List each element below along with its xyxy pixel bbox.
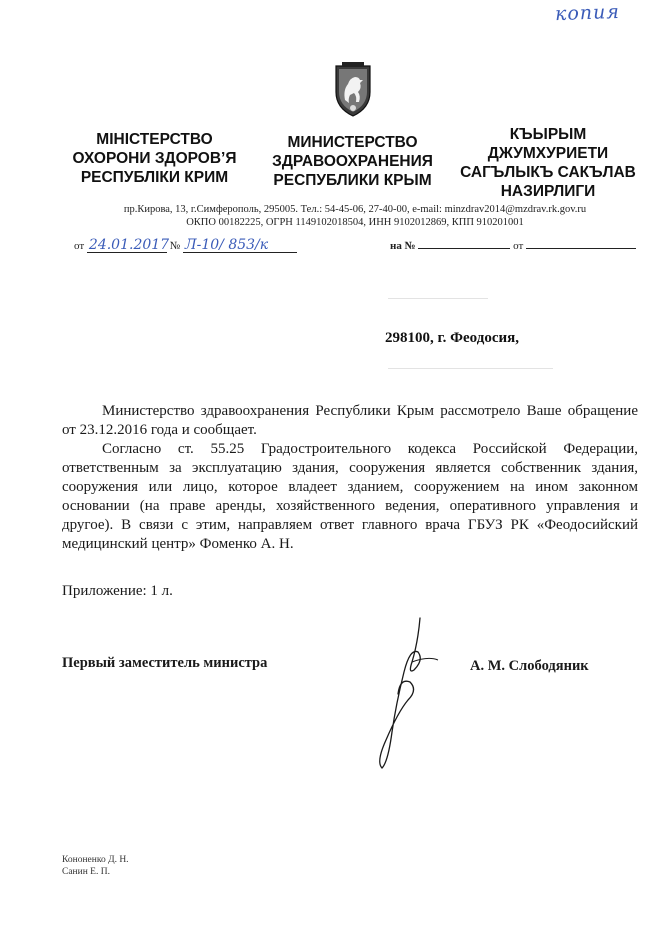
- executor-name: Санин Е. П.: [62, 867, 110, 877]
- contact-registry-line: ОКПО 00182225, ОГРН 1149102018504, ИНН 9102012869, КПП 910201001: [186, 217, 524, 228]
- body-paragraph: Согласно ст. 55.25 Градостроительного кодекса Российской Федерации, ответственным за эксплуатацию здания, сооружения является собственник здания, сооружения или лицо, которое владеет зданием, сооружением на ином законном основании (на праве аренды, хозяйственного ведения, оперативного управления и другое). В связи с этим, направляем ответ главного врача ГБУЗ РК «Феодосийский медицинский центр» Фоменко А. Н.: [62, 441, 638, 552]
- signatory-title: Первый заместитель министра: [62, 655, 268, 671]
- faint-line: [388, 298, 488, 299]
- crimea-coat-of-arms-icon: [328, 62, 378, 118]
- copy-stamp-handwritten: копия: [554, 0, 621, 26]
- executors-list: [62, 854, 129, 878]
- executor-name: Кононенко Д. Н.: [62, 855, 129, 865]
- body-paragraph: Министерство здравоохранения Республики Крым рассмотрело Ваше обращение от 23.12.2016 года и сообщает.: [62, 403, 638, 438]
- outgoing-reference: от 24.01.2017 № Л-10/ 853/к: [74, 238, 297, 253]
- attachment-note: Приложение: 1 л.: [62, 583, 173, 599]
- signatory-name: А. М. Слободяник: [470, 658, 589, 674]
- ministry-name-crimean-tatar: КЪЫРЫМ ДЖУМХУРИЕТИ САГЪЛЫКЪ САКЪЛАВ НАЗИРЛИГИ: [460, 126, 636, 200]
- outgoing-date-handwritten: 24.01.2017: [88, 237, 170, 253]
- incoming-number-blank: [418, 238, 510, 249]
- contact-address-line: пр.Кирова, 13, г.Симферополь, 295005. Тел.: 54-45-06, 27-40-00, e-mail: minzdrav2014@mzdrav.rk.gov.ru: [123, 204, 587, 215]
- letter-body: [62, 402, 638, 554]
- outgoing-number-handwritten: Л-10/ 853/к: [183, 238, 297, 253]
- handwritten-signature: [368, 612, 448, 772]
- addressee: 298100, г. Феодосия,: [385, 330, 519, 346]
- incoming-reference: на № от: [390, 238, 636, 252]
- faint-line: [388, 368, 553, 369]
- ministry-name-ukrainian: МІНІСТЕРСТВО ОХОРОНИ ЗДОРОВ’Я РЕСПУБЛІКИ КРИМ: [72, 131, 237, 186]
- contact-info: [60, 203, 650, 229]
- incoming-date-blank: [526, 238, 636, 249]
- ministry-name-russian: МИНИСТЕРСТВО ЗДРАВООХРАНЕНИЯ РЕСПУБЛИКИ КРЫМ: [272, 134, 433, 189]
